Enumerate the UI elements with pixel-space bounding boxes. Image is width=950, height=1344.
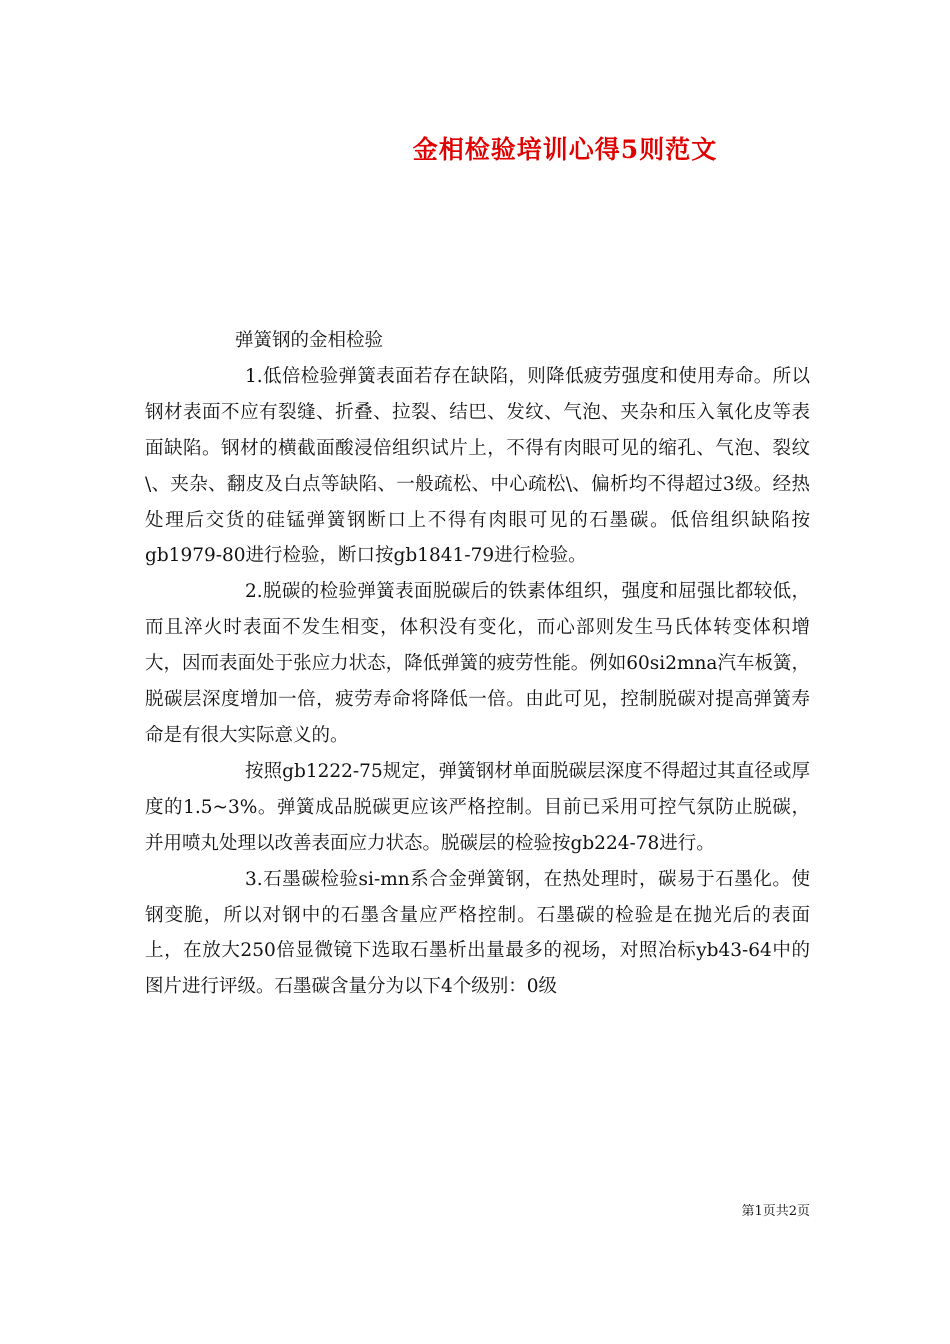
page-number: 第1页共2页 <box>741 1204 810 1219</box>
section-heading: 弹簧钢的金相检验 <box>235 330 384 351</box>
paragraph-low-magnification: 1.低倍检验弹簧表面若存在缺陷，则降低疲劳强度和使用寿命。所以钢材表面不应有裂缝、折叠、拉裂、结巴、发纹、气泡、夹杂和压入氧化皮等表面缺陷。钢材的横截面酸浸倍组织试片上，不得有肉眼可见的缩孔、气泡、裂纹\、夹杂、翻皮及白点等缺陷、一般疏松、中心疏松\、偏析均不得超过3级。经热处理后交货的硅锰弹簧钢断口上不得有肉眼可见的石墨碳。低倍组织缺陷按gb1979-80进行检验，断口按gb1841-79进行检验。 <box>145 365 810 567</box>
document-body <box>145 323 810 1005</box>
document-title: 金相检验培训心得5则范文 <box>412 135 718 164</box>
paragraph-decarburization-standard: 按照gb1222-75规定，弹簧钢材单面脱碳层深度不得超过其直径或厚度的1.5~3%。弹簧成品脱碳更应该严格控制。目前已采用可控气氛防止脱碳，并用喷丸处理以改善表面应力状态。脱碳层的检验按gb224-78进行。 <box>145 760 810 854</box>
paragraph-graphite-carbon: 3.石墨碳检验si-mn系合金弹簧钢，在热处理时，碳易于石墨化。使钢变脆，所以对钢中的石墨含量应严格控制。石墨碳的检验是在抛光后的表面上，在放大250倍显微镜下选取石墨析出量最多的视场，对照冶标yb43-64中的图片进行评级。石墨碳含量分为以下4个级别：0级 <box>145 868 810 998</box>
paragraph-decarburization: 2.脱碳的检验弹簧表面脱碳后的铁素体组织，强度和屈强比都较低，而且淬火时表面不发生相变，体积没有变化，而心部则发生马氏体转变体积增大，因而表面处于张应力状态，降低弹簧的疲劳性能。例如60si2mna汽车板簧，脱碳层深度增加一倍，疲劳寿命将降低一倍。由此可见，控制脱碳对提高弹簧寿命是有很大实际意义的。 <box>145 581 810 746</box>
